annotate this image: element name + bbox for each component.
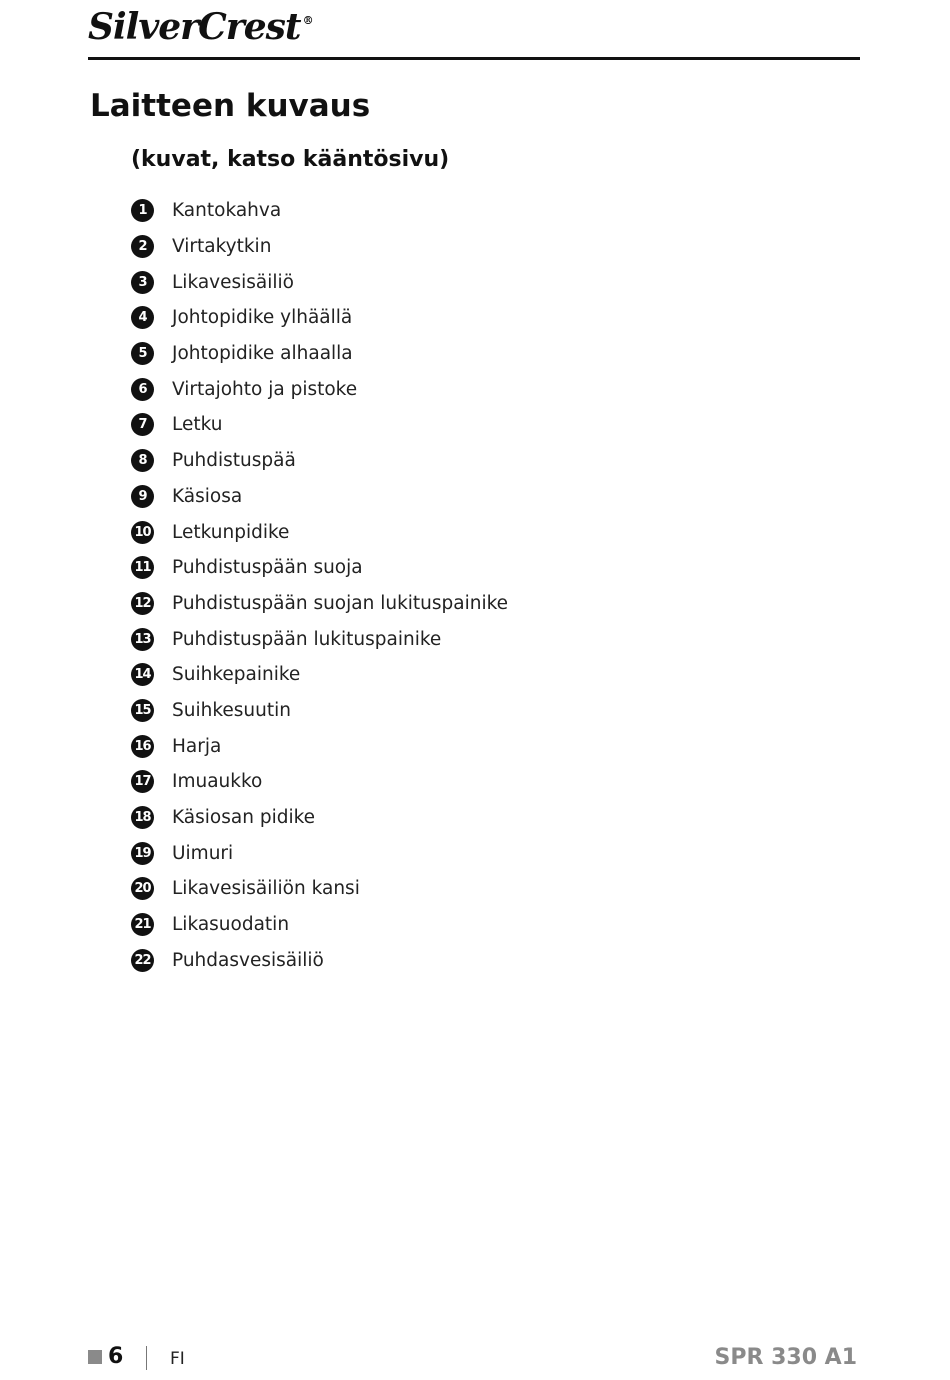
list-item (131, 693, 508, 729)
part-label: Likavesisäiliö (172, 271, 294, 293)
part-number-badge: 15 (131, 699, 154, 722)
list-item (131, 871, 508, 907)
part-number-badge: 20 (131, 877, 154, 900)
part-number-badge: 9 (131, 485, 154, 508)
part-label: Imuaukko (172, 771, 263, 793)
part-number-badge: 8 (131, 449, 154, 472)
list-item (131, 229, 508, 265)
part-number-badge: 19 (131, 842, 154, 865)
part-label: Puhdistuspään suoja (172, 557, 363, 579)
part-number-badge: 21 (131, 913, 154, 936)
list-item (131, 407, 508, 443)
part-label: Kantokahva (172, 200, 282, 222)
list-item (131, 621, 508, 657)
part-label: Puhdistuspään suojan lukituspainike (172, 592, 509, 614)
list-item (131, 728, 508, 764)
language-code: FI (170, 1349, 185, 1369)
list-item (131, 800, 508, 836)
list-item (131, 835, 508, 871)
list-item (131, 514, 508, 550)
list-item (131, 193, 508, 229)
header-rule (88, 57, 860, 60)
list-item (131, 942, 508, 978)
part-label: Virtakytkin (172, 236, 272, 258)
part-label: Puhdasvesisäiliö (172, 949, 324, 971)
part-label: Virtajohto ja pistoke (172, 378, 358, 400)
part-label: Harja (172, 735, 222, 757)
page-number: 6 (108, 1344, 124, 1369)
part-number-badge: 13 (131, 628, 154, 651)
part-label: Johtopidike ylhäällä (172, 307, 353, 329)
part-label: Käsiosa (172, 485, 243, 507)
part-number-badge: 6 (131, 378, 154, 401)
list-item (131, 479, 508, 515)
list-item (131, 657, 508, 693)
part-label: Likasuodatin (172, 914, 290, 936)
part-number-badge: 7 (131, 413, 154, 436)
page-footer (0, 1340, 950, 1380)
part-label: Suihkesuutin (172, 699, 291, 721)
list-item (131, 586, 508, 622)
part-label: Käsiosan pidike (172, 807, 316, 829)
part-number-badge: 14 (131, 663, 154, 686)
footer-square-icon (88, 1350, 102, 1364)
part-label: Uimuri (172, 842, 234, 864)
list-item (131, 264, 508, 300)
part-label: Suihkepainike (172, 664, 301, 686)
part-number-badge: 17 (131, 770, 154, 793)
part-number-badge: 12 (131, 592, 154, 615)
part-number-badge: 4 (131, 306, 154, 329)
list-item (131, 336, 508, 372)
brand-logo (88, 6, 313, 48)
part-number-badge: 16 (131, 735, 154, 758)
part-number-badge: 5 (131, 342, 154, 365)
page-title: Laitteen kuvaus (90, 88, 371, 124)
model-number: SPR 330 A1 (714, 1345, 857, 1370)
part-label: Likavesisäiliön kansi (172, 878, 360, 900)
parts-list (131, 193, 508, 978)
part-number-badge: 3 (131, 271, 154, 294)
brand-name: SilverCrest (88, 6, 301, 48)
part-label: Puhdistuspään lukituspainike (172, 628, 442, 650)
list-item (131, 764, 508, 800)
part-label: Letku (172, 414, 223, 436)
part-label: Puhdistuspää (172, 450, 296, 472)
part-label: Johtopidike alhaalla (172, 343, 353, 365)
registered-mark: ® (302, 14, 313, 27)
list-item (131, 907, 508, 943)
list-item (131, 371, 508, 407)
list-item (131, 443, 508, 479)
part-number-badge: 2 (131, 235, 154, 258)
part-number-badge: 10 (131, 521, 154, 544)
list-item (131, 300, 508, 336)
list-item (131, 550, 508, 586)
part-number-badge: 11 (131, 556, 154, 579)
part-label: Letkunpidike (172, 521, 290, 543)
footer-divider (146, 1346, 147, 1370)
part-number-badge: 22 (131, 949, 154, 972)
part-number-badge: 1 (131, 199, 154, 222)
part-number-badge: 18 (131, 806, 154, 829)
page-subtitle: (kuvat, katso kääntösivu) (131, 147, 450, 172)
